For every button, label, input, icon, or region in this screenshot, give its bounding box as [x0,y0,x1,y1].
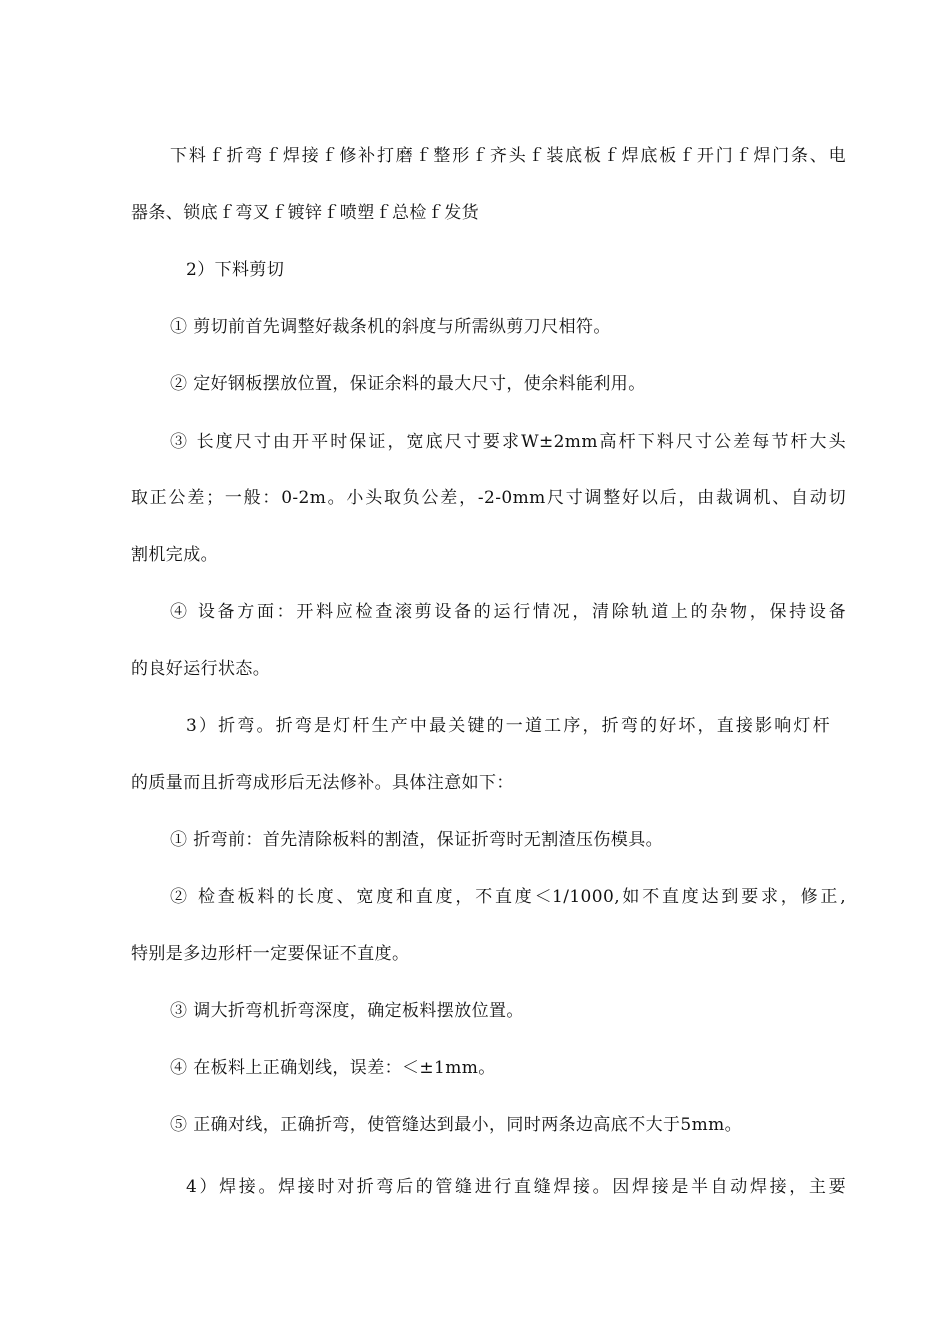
cutting-item-3-line-3: 割机完成。 [131,545,218,565]
bending-item-4: ④ 在板料上正确划线，误差：＜±1mm。 [170,1058,496,1078]
cutting-item-1: ① 剪切前首先调整好裁条机的斜度与所需纵剪刀尺相符。 [170,317,611,337]
bending-item-1: ① 折弯前：首先清除板料的割渣，保证折弯时无割渣压伤模具。 [170,830,664,850]
process-flow-line-2: 器条、锁底ｆ弯叉ｆ镀锌ｆ喷塑ｆ总检ｆ发货 [131,203,479,223]
section-heading-welding: 4）焊接。焊接时对折弯后的管缝进行直缝焊接。因焊接是半自动焊接，主要 [186,1177,846,1197]
process-flow-line-1: 下料ｆ折弯ｆ焊接ｆ修补打磨ｆ整形ｆ齐头ｆ装底板ｆ焊底板ｆ开门ｆ焊门条、电 [170,146,846,166]
bending-item-3: ③ 调大折弯机折弯深度，确定板料摆放位置。 [170,1001,524,1021]
section-heading-cutting: 2）下料剪切 [186,260,285,280]
bending-item-2-line-1: ② 检查板料的长度、宽度和直度，不直度＜1/1000,如不直度达到要求，修正, [170,887,846,907]
cutting-item-4-line-2: 的良好运行状态。 [131,659,271,679]
bending-item-2-line-2: 特别是多边形杆一定要保证不直度。 [131,944,410,964]
cutting-item-4-line-1: ④ 设备方面：开料应检查滚剪设备的运行情况，清除轨道上的杂物，保持设备 [170,602,846,622]
cutting-item-3-line-1: ③ 长度尺寸由开平时保证，宽底尺寸要求W±2mm高杆下料尺寸公差每节杆大头 [170,432,846,452]
section-heading-bending-line-2: 的质量而且折弯成形后无法修补。具体注意如下： [131,773,514,793]
bending-item-5: ⑤ 正确对线，正确折弯，使管缝达到最小，同时两条边高底不大于5mm。 [170,1115,743,1135]
cutting-item-3-line-2: 取正公差；一般：0-2m。小头取负公差，-2-0mm尺寸调整好以后，由裁调机、自动切 [131,488,846,508]
section-heading-bending-line-1: 3）折弯。折弯是灯杆生产中最关键的一道工序，折弯的好坏，直接影响灯杆 [186,716,830,736]
cutting-item-2: ② 定好钢板摆放位置，保证余料的最大尺寸，使余料能利用。 [170,374,646,394]
